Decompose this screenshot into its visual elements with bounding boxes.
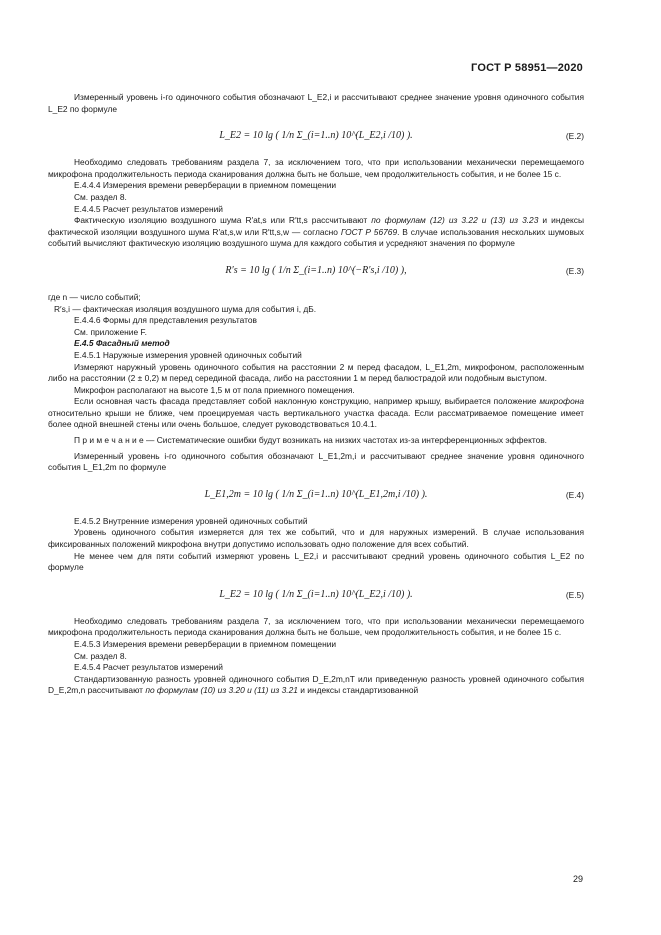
- text-run: относительно крыши не ближе, чем проецируемая часть вертикального участка фасада. Если рассматриваемое помещение имеет более одной внешней стены или очень большое, следует руководствоваться 10.4.1.: [48, 407, 584, 430]
- text-run: Фактическую изоляцию воздушного шума R′at,s или R′tt,s рассчитывают: [74, 215, 372, 226]
- text-run: Стандартизованную разность уровней одиночного события D_E,2m,nT или приведенную разность уровней одиночного события D_E,2m,n рассчитывают: [48, 673, 584, 696]
- formula-number: (E.3): [565, 265, 584, 276]
- note: [48, 435, 584, 447]
- formula-number: (E.4): [565, 489, 584, 500]
- formula-e2: [48, 119, 584, 153]
- paragraph: Необходимо следовать требованиям раздела 7, за исключением того, что при использовании механически перемещаемого микрофона продолжительность периода сканирования должна быть не больше, чем продолжительность события, и не более 15 с.: [48, 615, 584, 638]
- paragraph: [48, 215, 584, 250]
- page-number: 29: [572, 874, 583, 884]
- section-heading: Е.4.4.5 Расчет результатов измерений: [74, 203, 223, 214]
- paragraph: Измеренный уровень i-го одиночного события обозначают L_E1,2m,i и рассчитывают среднее значение уровня одиночного события L_E1,2m по формуле: [48, 450, 584, 473]
- paragraph: Измеряют наружный уровень одиночного события на расстоянии 2 м перед фасадом, L_E1,2m, микрофоном, расположенным либо на расстоянии (2 ± 0,2) м перед серединой фасада, либо на расстоянии 1 м перед балюстрадой или подобным выступом.: [48, 361, 584, 384]
- section-heading: Е.4.4.6 Формы для представления результатов: [74, 315, 257, 326]
- formula-expression: L_E1,2m = 10 lg ( 1/n Σ_(i=1..n) 10^(L_E1,2m,i /10) ).: [204, 488, 428, 500]
- formula-expression: R′s = 10 lg ( 1/n Σ_(i=1..n) 10^(−R′s,i /10) ),: [225, 264, 407, 276]
- formula-reference: по формулам (12) из 3.22 и (13) из 3.23: [371, 215, 539, 226]
- page-content: [48, 92, 584, 697]
- section-heading: Е.4.5.1 Наружные измерения уровней одиночных событий: [74, 349, 302, 360]
- where-clause: где n — число событий;: [48, 291, 141, 302]
- cross-reference: См. раздел 8.: [74, 650, 127, 661]
- section-heading-bold: Е.4.5 Фасадный метод: [74, 338, 170, 349]
- standard-reference: ГОСТ Р 56769: [340, 226, 398, 237]
- formula-e5: [48, 578, 584, 612]
- formula-expression: L_E2 = 10 lg ( 1/n Σ_(i=1..n) 10^(L_E2,i /10) ).: [219, 588, 413, 600]
- paragraph: Необходимо следовать требованиям раздела 7, за исключением того, что при использовании механически перемещаемого микрофона продолжительность периода сканирования должна быть не больше, чем продолжительность события, и не более 15 с.: [48, 157, 584, 179]
- paragraph: [48, 396, 584, 431]
- formula-reference: по формулам (10) из 3.20 и (11) из 3.21: [145, 685, 298, 696]
- cross-reference: См. приложение F.: [74, 326, 147, 337]
- text-run: и индексы стандартизованной: [297, 685, 419, 696]
- formula-expression: L_E2 = 10 lg ( 1/n Σ_(i=1..n) 10^(L_E2,i /10) ).: [219, 130, 413, 142]
- document-number-header: ГОСТ Р 58951—2020: [471, 62, 583, 74]
- text-run-italic: микрофона: [539, 396, 584, 407]
- section-heading: Е.4.4.4 Измерения времени реверберации в приемном помещении: [74, 180, 337, 191]
- formula-e4: [48, 478, 584, 512]
- formula-number: (E.2): [565, 131, 584, 142]
- section-heading: Е.4.5.4 Расчет результатов измерений: [74, 662, 223, 673]
- paragraph: Не менее чем для пяти событий измеряют уровень L_E2,i и рассчитывают средний уровень одиночного события L_E2 по формуле: [48, 550, 584, 573]
- text-run: . В случае использования нескольких шумовых событий вычисляют фактическую изоляцию воздушного шума для каждого события и усредняют значения по формуле: [48, 226, 584, 249]
- formula-number: (E.5): [565, 589, 584, 600]
- note-text: — Систематические ошибки будут возникать на низких частотах из-за интерференционных эффектов.: [143, 435, 548, 446]
- paragraph: [48, 674, 584, 697]
- formula-e3: [48, 254, 584, 288]
- section-heading: Е.4.5.2 Внутренние измерения уровней одиночных событий: [74, 515, 308, 526]
- paragraph: Уровень одиночного события измеряется для тех же событий, что и для наружных измерений. В случае использования фиксированных положений микрофона внутри допустимо использовать одно положение для всех событий.: [48, 527, 584, 550]
- note-label: П р и м е ч а н и е: [74, 435, 144, 446]
- cross-reference: См. раздел 8.: [74, 191, 127, 202]
- text-run: и индексы фактической изоляции воздушного шума R′at,s,w или R′tt,s,w — согласно: [48, 215, 584, 237]
- text-run: Если основная часть фасада представляет собой наклонную конструкцию, например крышу, выбирается положение: [74, 396, 540, 407]
- section-heading: Е.4.5.3 Измерения времени реверберации в приемном помещении: [74, 639, 337, 649]
- paragraph: Измеренный уровень i-го одиночного события обозначают L_E2,i и рассчитывают среднее значение уровня одиночного события L_E2 по формуле: [48, 92, 584, 114]
- where-clause: R′s,i — фактическая изоляция воздушного шума для события i, дБ.: [54, 303, 317, 314]
- paragraph: Микрофон располагают на высоте 1,5 м от пола приемного помещения.: [74, 384, 355, 395]
